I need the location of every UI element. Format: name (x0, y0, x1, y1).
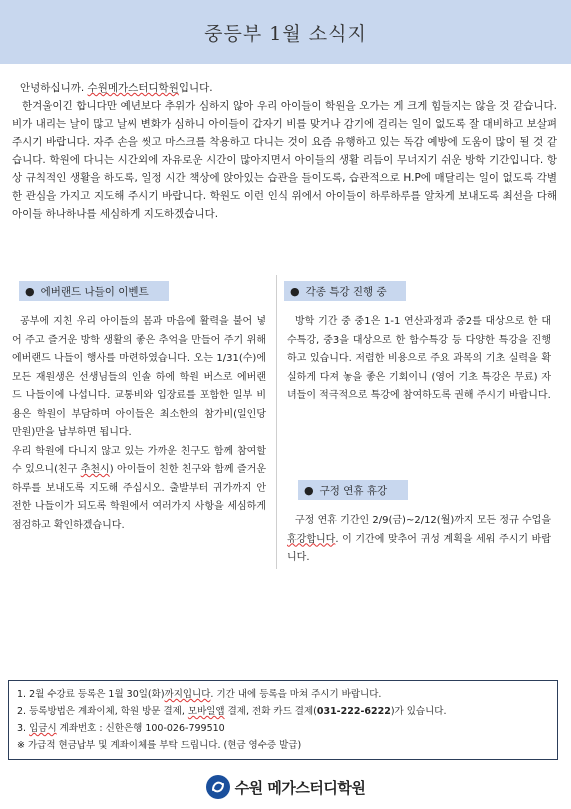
phone-number: 031-222-6222 (316, 706, 391, 717)
swirl-logo-icon (206, 775, 230, 799)
logo-swirl-icon (209, 778, 227, 796)
section-text-everland (12, 313, 266, 535)
notice-line-4: ※ 가급적 현금납부 및 계좌이체를 부탁 드립니다. (현금 영수증 발급) (17, 740, 302, 751)
notice-line-3-link: 입금시 (29, 723, 57, 734)
notice-line-2-link: 모바일앱 (187, 706, 225, 717)
notice-line-2-mid: 결제, 전화 카드 결제( (224, 706, 317, 717)
everland-p2-prefix: 우리 학원에 다니지 않고 있는 가까운 친구도 함께 참여할 수 있으니(친구 (12, 445, 266, 475)
notice-box (8, 680, 558, 760)
bullet-icon: ● (25, 284, 35, 298)
notice-line-1 (17, 686, 549, 703)
everland-p2-suffix: ) 아이들이 친한 친구와 함께 즐거운 하루를 보내도록 지도해 주십시오. 출발부터 귀가까지 안전한 나들이가 되도록 학원에서 여러가지 사항을 세심하게 점검하고 확인하겠습니다. (12, 464, 266, 531)
footer (0, 772, 571, 802)
intro-body: 한겨울이긴 합니다만 예년보다 추위가 심하지 않아 우리 아이들이 학원을 오가는 게 크게 힘들지는 않을 것 같습니다. 비가 내리는 날이 많고 날씨 변화가 심하니 아이들이 갑자기 비를 맞거나 감기에 걸리는 일이 없도록 잘 대비하고 보살펴 주시기 바랍니다. 자주 손을 씻고 마스크를 착용하고 다니는 것이 요즘 유행하고 있는 독감 예방에 도움이 많이 될 것 같습니다. 학원에 다니는 시간외에 자유로운 시간이 많아지면서 아이들의 생활 리듬이 무너지기 쉬운 방학 기간입니다. 항상 규칙적인 생활을 하도록, 일정 시간 책상에 앉아있는 습관을 들이도록, 습관적으로 H.P에 매달리는 일이 없도록 각별한 관심을 가지고 지도해 주시기 바랍니다. 학원도 이런 인식 위에서 아이들이 하루하루를 알차게 보내도록 최선을 다해 아이들 하나하나를 세심하게 지도하겠습니다. (12, 100, 557, 220)
section-title-everland: 에버랜드 나들이 이벤트 (40, 285, 149, 298)
greeting-suffix: 입니다. (178, 82, 213, 94)
notice-line-3-suffix: 계좌번호 : 신한은행 100-026-799510 (56, 723, 225, 734)
everland-paragraph-1: 공부에 지친 우리 아이들의 몸과 마음에 활력을 불어 넣어 주고 즐거운 방학 생활의 좋은 추억을 만들어 주기 위해 에버랜드 나들이 행사를 마련하였습니다. 오는 1/31(수)에 모든 재원생은 선생님들의 인솔 하에 학원 버스로 에버랜드 나들이에 나섭니다. 교통비와 입장료를 포함한 일부 비용은 학원이 부담하며 아이들은 최소한의 참가비(일인당 만원)만을 납부하면 됩니다. (12, 316, 266, 438)
notice-line-1-prefix: 1. 2월 수강료 등록은 1월 30일(화) (17, 689, 165, 700)
bullet-icon: ● (304, 483, 314, 497)
section-title-holiday: 구정 연휴 휴강 (319, 484, 388, 497)
column-divider (276, 275, 277, 569)
section-title-special: 각종 특강 진행 중 (305, 285, 387, 298)
everland-paragraph-2 (12, 443, 266, 536)
notice-line-2-prefix: 2. 등록방법은 계좌이체, 학원 방문 결제, (17, 706, 188, 717)
section-text-special: 방학 기간 중 중1은 1-1 연산과정과 중2를 대상으로 한 대수특강, 중3을 대상으로 한 함수특강 등 다양한 특강을 진행하고 있습니다. 저렴한 비용으로 주요 과목의 기초 실력을 확실하게 다져 놓을 좋은 기회이니 (영어 기초 특강은 무료) 자녀들이 적극적으로 특강에 참여하도록 권해 주시기 바랍니다. (287, 316, 551, 401)
holiday-prefix: 구정 연휴 기간인 2/9(금)~2/12(월)까지 모든 정규 수업을 (295, 515, 551, 526)
notice-line-2 (17, 703, 549, 720)
section-header-everland (19, 281, 169, 301)
bullet-icon: ● (290, 284, 300, 298)
section-header-holiday (298, 480, 408, 500)
greeting-academy: 수원메가스터디학원 (87, 82, 179, 94)
notice-line-1-link: 까지입니다 (164, 689, 211, 700)
page-title: 중등부 1월 소식지 (204, 22, 367, 45)
notice-line-1-suffix: . 기간 내에 등록을 마쳐 주시기 바랍니다. (210, 689, 382, 700)
notice-line-3-prefix: 3. (17, 723, 30, 734)
greeting (12, 79, 557, 97)
notice-line-2-suffix: )가 있습니다. (390, 706, 447, 717)
intro-section (12, 79, 557, 223)
notice-line-3 (17, 720, 549, 737)
section-text-holiday (287, 512, 551, 568)
header-band (0, 0, 571, 64)
holiday-link: 휴강합니다 (287, 533, 336, 545)
holiday-suffix: . 이 기간에 맞추어 귀성 계획을 세워 주시기 바랍니다. (287, 533, 551, 563)
everland-p2-link: 추천시 (80, 464, 110, 475)
greeting-prefix: 안녕하십니까. (20, 82, 88, 94)
section-header-special (284, 281, 406, 301)
academy-name: 수원 메가스터디학원 (234, 778, 366, 797)
